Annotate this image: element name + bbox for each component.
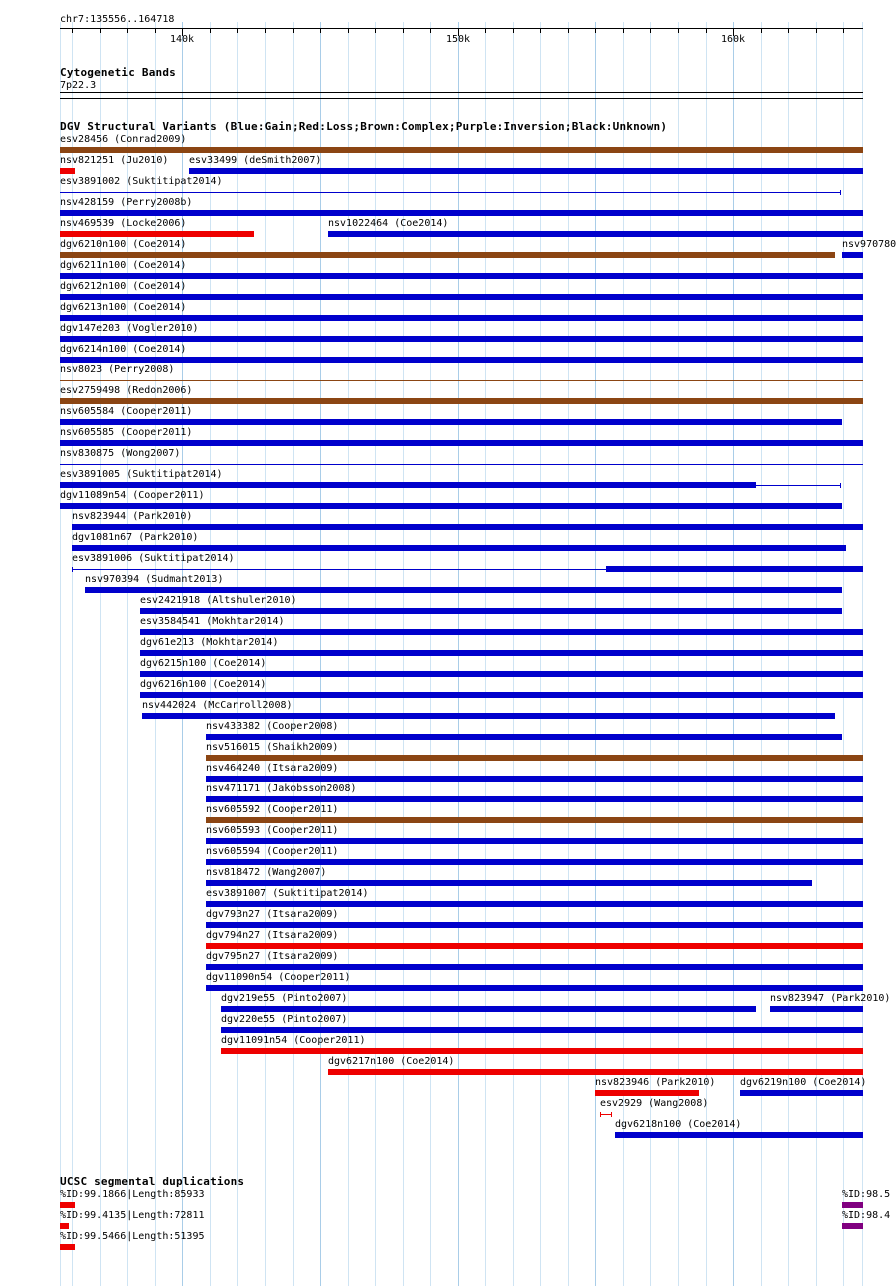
ruler-minor-tick <box>540 29 541 33</box>
dgv-feature-bar[interactable] <box>60 294 863 300</box>
segdup-feature-bar[interactable] <box>842 1223 863 1229</box>
dgv-feature-bar[interactable] <box>60 464 863 465</box>
dgv-track-title: DGV Structural Variants (Blue:Gain;Red:Loss;Brown:Complex;Purple:Inversion;Black:Unknown) <box>60 120 668 133</box>
ruler-line <box>60 28 863 29</box>
dgv-feature-bar[interactable] <box>140 608 842 614</box>
dgv-feature-bar[interactable] <box>140 671 863 677</box>
dgv-feature-label[interactable]: nsv605585 (Cooper2011) <box>60 427 193 438</box>
cytoband-bar-top <box>60 92 863 93</box>
segdup-feature-bar[interactable] <box>60 1244 75 1250</box>
dgv-feature-bar[interactable] <box>206 734 842 740</box>
ruler-minor-tick <box>788 29 789 33</box>
location-label: chr7:135556..164718 <box>60 14 175 25</box>
ruler-minor-tick <box>678 29 679 33</box>
dgv-feature-label[interactable]: dgv794n27 (Itsara2009) <box>206 930 339 941</box>
dgv-feature-label[interactable]: dgv6219n100 (Coe2014) <box>740 1077 867 1088</box>
dgv-feature-bar[interactable] <box>140 692 863 698</box>
dgv-feature-bar[interactable] <box>328 1069 863 1075</box>
ruler-minor-tick <box>320 29 321 33</box>
dgv-feature-label[interactable]: nsv428159 (Perry2008b) <box>60 197 193 208</box>
dgv-feature-bar[interactable] <box>595 1090 699 1096</box>
dgv-feature-label[interactable]: dgv11090n54 (Cooper2011) <box>206 972 351 983</box>
ruler-minor-tick <box>650 29 651 33</box>
dgv-feature-label[interactable]: dgv795n27 (Itsara2009) <box>206 951 339 962</box>
dgv-feature-label[interactable]: dgv6211n100 (Coe2014) <box>60 260 187 271</box>
dgv-feature-label[interactable]: nsv821251 (Ju2010) <box>60 155 169 166</box>
ruler-minor-tick <box>568 29 569 33</box>
dgv-feature-bar[interactable] <box>60 503 842 509</box>
dgv-feature-label[interactable]: dgv6214n100 (Coe2014) <box>60 344 187 355</box>
dgv-feature-bar[interactable] <box>842 252 863 258</box>
dgv-feature-label[interactable]: esv3891002 (Suktitipat2014) <box>60 176 223 187</box>
dgv-feature-label[interactable]: nsv471171 (Jakobsson2008) <box>206 783 357 794</box>
dgv-feature-bar[interactable] <box>221 1006 756 1012</box>
dgv-feature-bar[interactable] <box>60 192 840 193</box>
dgv-feature-label[interactable]: nsv823947 (Park2010) <box>770 993 891 1004</box>
dgv-feature-label[interactable]: esv2929 (Wang2008) <box>600 1098 709 1109</box>
ruler-minor-tick <box>706 29 707 33</box>
dgv-feature-label[interactable]: dgv11089n54 (Cooper2011) <box>60 490 205 501</box>
dgv-feature-bar[interactable] <box>60 482 756 488</box>
dgv-feature-bar[interactable] <box>140 629 863 635</box>
segdup-feature-label[interactable]: %ID:98.5 <box>842 1189 891 1200</box>
ruler-minor-tick <box>155 29 156 33</box>
dgv-feature-label[interactable]: dgv6210n100 (Coe2014) <box>60 239 187 250</box>
ruler-minor-tick <box>761 29 762 33</box>
dgv-feature-label[interactable]: esv3891005 (Suktitipat2014) <box>60 469 223 480</box>
dgv-feature-start-cap <box>72 567 73 572</box>
dgv-feature-label[interactable]: nsv970780 <box>842 239 896 250</box>
dgv-feature-start-cap <box>600 1112 601 1117</box>
dgv-feature-label[interactable]: dgv6215n100 (Coe2014) <box>140 658 267 669</box>
ruler-minor-tick <box>430 29 431 33</box>
dgv-feature-bar[interactable] <box>72 545 846 551</box>
dgv-feature-bar[interactable] <box>206 838 863 844</box>
dgv-feature-bar[interactable] <box>206 859 863 865</box>
ruler-minor-tick <box>816 29 817 33</box>
dgv-feature-end-cap <box>840 190 841 195</box>
ruler-minor-tick <box>100 29 101 33</box>
segdup-feature-bar[interactable] <box>60 1223 69 1229</box>
dgv-feature-label[interactable]: esv3891007 (Suktitipat2014) <box>206 888 369 899</box>
dgv-feature-bar[interactable] <box>206 880 812 886</box>
dgv-feature-bar[interactable] <box>600 1114 611 1115</box>
dgv-feature-bar[interactable] <box>60 398 863 404</box>
dgv-feature-label[interactable]: esv3891006 (Suktitipat2014) <box>72 553 235 564</box>
dgv-feature-label[interactable]: nsv605594 (Cooper2011) <box>206 846 339 857</box>
dgv-feature-bar[interactable] <box>221 1048 863 1054</box>
dgv-feature-bar[interactable] <box>60 357 863 363</box>
dgv-feature-bar[interactable] <box>206 817 863 823</box>
dgv-feature-end-cap <box>611 1112 612 1117</box>
dgv-feature-end-cap <box>840 483 841 488</box>
dgv-feature-label[interactable]: nsv605593 (Cooper2011) <box>206 825 339 836</box>
dgv-feature-bar[interactable] <box>60 147 863 153</box>
segdup-feature-bar[interactable] <box>60 1202 75 1208</box>
dgv-feature-label[interactable]: nsv464240 (Itsara2009) <box>206 763 339 774</box>
dgv-feature-label[interactable]: esv3584541 (Mokhtar2014) <box>140 616 285 627</box>
dgv-feature-bar[interactable] <box>615 1132 863 1138</box>
dgv-feature-bar[interactable] <box>206 776 863 782</box>
dgv-feature-label[interactable]: nsv818472 (Wang2007) <box>206 867 327 878</box>
segdup-feature-label[interactable]: %ID:99.4135|Length:72811 <box>60 1210 205 1221</box>
ruler-minor-tick <box>237 29 238 33</box>
dgv-feature-label[interactable]: dgv147e203 (Vogler2010) <box>60 323 199 334</box>
dgv-feature-label[interactable]: nsv433382 (Cooper2008) <box>206 721 339 732</box>
dgv-feature-label[interactable]: dgv11091n54 (Cooper2011) <box>221 1035 366 1046</box>
dgv-feature-label[interactable]: esv2759498 (Redon2006) <box>60 385 193 396</box>
ruler-minor-tick <box>375 29 376 33</box>
dgv-feature-bar[interactable] <box>328 231 863 237</box>
dgv-feature-bar[interactable] <box>206 796 863 802</box>
ruler-minor-tick <box>293 29 294 33</box>
dgv-feature-label[interactable]: dgv219e55 (Pinto2007) <box>221 993 348 1004</box>
dgv-feature-bar[interactable] <box>206 985 863 991</box>
dgv-feature-label[interactable]: dgv61e213 (Mokhtar2014) <box>140 637 279 648</box>
dgv-feature-connector <box>72 569 606 570</box>
dgv-feature-label[interactable]: esv28456 (Conrad2009) <box>60 134 187 145</box>
segdup-feature-bar[interactable] <box>842 1202 863 1208</box>
dgv-feature-bar[interactable] <box>60 273 863 279</box>
dgv-feature-label[interactable]: esv33499 (deSmith2007) <box>189 155 322 166</box>
ruler-tick-label: 150k <box>446 34 471 45</box>
segdup-feature-label[interactable]: %ID:99.1866|Length:85933 <box>60 1189 205 1200</box>
dgv-feature-bar[interactable] <box>60 168 75 174</box>
dgv-feature-label[interactable]: nsv469539 (Locke2006) <box>60 218 187 229</box>
dgv-feature-connector <box>756 485 840 486</box>
segdup-track-title: UCSC segmental duplications <box>60 1175 245 1188</box>
dgv-feature-label[interactable]: nsv823944 (Park2010) <box>72 511 193 522</box>
dgv-feature-label[interactable]: nsv1022464 (Coe2014) <box>328 218 449 229</box>
dgv-feature-bar[interactable] <box>60 336 863 342</box>
dgv-feature-label[interactable]: dgv1081n67 (Park2010) <box>72 532 199 543</box>
dgv-feature-bar[interactable] <box>206 922 863 928</box>
dgv-feature-bar[interactable] <box>60 231 254 237</box>
ruler-minor-tick <box>265 29 266 33</box>
dgv-feature-label[interactable]: dgv793n27 (Itsara2009) <box>206 909 339 920</box>
dgv-feature-bar[interactable] <box>606 566 863 572</box>
dgv-feature-bar[interactable] <box>60 210 863 216</box>
dgv-feature-bar[interactable] <box>206 755 863 761</box>
dgv-feature-label[interactable]: dgv220e55 (Pinto2007) <box>221 1014 348 1025</box>
dgv-feature-bar[interactable] <box>740 1090 863 1096</box>
ruler-minor-tick <box>127 29 128 33</box>
dgv-feature-label[interactable]: nsv605584 (Cooper2011) <box>60 406 193 417</box>
dgv-feature-bar[interactable] <box>85 587 842 593</box>
dgv-feature-label[interactable]: dgv6217n100 (Coe2014) <box>328 1056 455 1067</box>
cytoband-track-title: Cytogenetic Bands <box>60 66 176 79</box>
dgv-feature-bar[interactable] <box>221 1027 863 1033</box>
dgv-feature-label[interactable]: nsv830875 (Wong2007) <box>60 448 181 459</box>
dgv-feature-label[interactable]: dgv6216n100 (Coe2014) <box>140 679 267 690</box>
dgv-feature-bar[interactable] <box>142 713 835 719</box>
dgv-feature-label[interactable]: dgv6218n100 (Coe2014) <box>615 1119 742 1130</box>
ruler-minor-tick <box>595 29 596 33</box>
ruler-tick-label: 140k <box>170 34 195 45</box>
dgv-feature-bar[interactable] <box>206 964 863 970</box>
ruler-minor-tick <box>210 29 211 33</box>
dgv-feature-label[interactable]: nsv823946 (Park2010) <box>595 1077 716 1088</box>
dgv-feature-label[interactable]: esv2421918 (Altshuler2010) <box>140 595 297 606</box>
cytoband-bar-bottom <box>60 98 863 99</box>
dgv-feature-bar[interactable] <box>140 650 863 656</box>
dgv-feature-bar[interactable] <box>72 524 863 530</box>
dgv-feature-bar[interactable] <box>60 315 863 321</box>
ruler-minor-tick <box>485 29 486 33</box>
dgv-feature-label[interactable]: dgv6212n100 (Coe2014) <box>60 281 187 292</box>
ruler-minor-tick <box>348 29 349 33</box>
ruler-minor-tick <box>72 29 73 33</box>
dgv-feature-label[interactable]: dgv6213n100 (Coe2014) <box>60 302 187 313</box>
dgv-feature-bar[interactable] <box>770 1006 863 1012</box>
ruler-tick-label: 160k <box>721 34 746 45</box>
ruler-minor-tick <box>623 29 624 33</box>
dgv-feature-bar[interactable] <box>189 168 863 174</box>
dgv-feature-label[interactable]: nsv605592 (Cooper2011) <box>206 804 339 815</box>
dgv-feature-bar[interactable] <box>206 901 863 907</box>
segdup-feature-label[interactable]: %ID:98.4 <box>842 1210 891 1221</box>
dgv-feature-label[interactable]: nsv970394 (Sudmant2013) <box>85 574 224 585</box>
dgv-feature-label[interactable]: nsv8023 (Perry2008) <box>60 364 175 375</box>
ruler-minor-tick <box>513 29 514 33</box>
segdup-feature-label[interactable]: %ID:99.5466|Length:51395 <box>60 1231 205 1242</box>
ruler-minor-tick <box>403 29 404 33</box>
dgv-feature-bar[interactable] <box>206 943 863 949</box>
dgv-feature-bar[interactable] <box>60 380 863 381</box>
dgv-feature-label[interactable]: nsv442024 (McCarroll2008) <box>142 700 293 711</box>
dgv-feature-bar[interactable] <box>60 252 835 258</box>
dgv-feature-bar[interactable] <box>60 419 842 425</box>
cytoband-label: 7p22.3 <box>60 80 97 91</box>
dgv-feature-bar[interactable] <box>60 440 863 446</box>
ruler-minor-tick <box>843 29 844 33</box>
dgv-feature-label[interactable]: nsv516015 (Shaikh2009) <box>206 742 339 753</box>
